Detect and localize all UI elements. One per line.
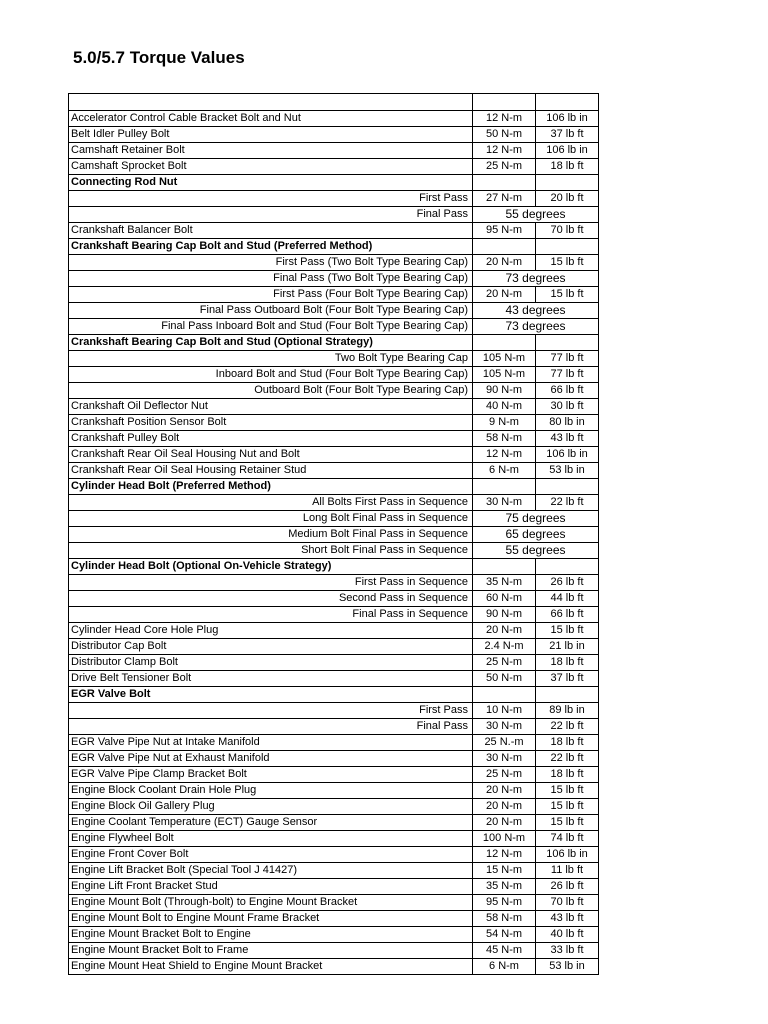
torque-nm	[472, 687, 535, 702]
torque-lb: 106 lb in	[535, 143, 598, 158]
page-title: 5.0/5.7 Torque Values	[73, 48, 245, 67]
section-heading-row	[69, 334, 598, 350]
fastener-name: Long Bolt Final Pass in Sequence	[302, 512, 468, 524]
section-heading: Cylinder Head Bolt (Preferred Method)	[71, 480, 271, 492]
fastener-name: Engine Block Oil Gallery Plug	[71, 800, 215, 812]
fastener-name: Distributor Clamp Bolt	[71, 656, 178, 668]
fastener-name: Camshaft Retainer Bolt	[71, 144, 185, 156]
torque-nm: 12 N-m	[472, 111, 535, 126]
fastener-name: Second Pass in Sequence	[338, 592, 468, 604]
torque-lb: 22 lb ft	[535, 719, 598, 734]
fastener-name: Crankshaft Rear Oil Seal Housing Retainer Stud	[71, 464, 307, 476]
fastener-name: Belt Idler Pulley Bolt	[71, 128, 170, 140]
torque-nm: 10 N-m	[472, 703, 535, 718]
torque-lb: 74 lb ft	[535, 831, 598, 846]
torque-nm: 95 N-m	[472, 895, 535, 910]
fastener-name: Engine Lift Bracket Bolt (Special Tool J 41427)	[71, 864, 298, 876]
fastener-name: Engine Mount Heat Shield to Engine Mount Bracket	[71, 960, 323, 972]
table-row	[69, 254, 598, 270]
torque-lb: 18 lb ft	[535, 655, 598, 670]
fastener-name: Crankshaft Position Sensor Bolt	[71, 416, 227, 428]
fastener-name: All Bolts First Pass in Sequence	[312, 496, 468, 508]
torque-nm: 25 N.-m	[472, 735, 535, 750]
header-cell-name	[69, 94, 472, 110]
torque-lb	[535, 479, 598, 494]
torque-lb: 53 lb in	[535, 959, 598, 974]
table-row	[69, 126, 598, 142]
table-row	[69, 750, 598, 766]
section-heading: Crankshaft Bearing Cap Bolt and Stud (Optional Strategy)	[71, 336, 373, 348]
torque-lb: 33 lb ft	[535, 943, 598, 958]
torque-nm	[472, 239, 535, 254]
torque-lb: 43 lb ft	[535, 431, 598, 446]
table-row	[69, 190, 598, 206]
fastener-name: EGR Valve Pipe Clamp Bracket Bolt	[71, 768, 247, 780]
torque-nm: 2.4 N-m	[472, 639, 535, 654]
fastener-name: First Pass	[419, 704, 468, 716]
table-row	[69, 606, 598, 622]
torque-nm: 58 N-m	[472, 911, 535, 926]
torque-lb: 37 lb ft	[535, 671, 598, 686]
torque-nm: 6 N-m	[472, 463, 535, 478]
fastener-name: Engine Flywheel Bolt	[71, 832, 174, 844]
fastener-name: Short Bolt Final Pass in Sequence	[301, 544, 468, 556]
table-row	[69, 958, 598, 974]
table-row	[69, 526, 598, 542]
fastener-name: Engine Coolant Temperature (ECT) Gauge Sensor	[71, 816, 318, 828]
table-row	[69, 590, 598, 606]
torque-nm: 25 N-m	[472, 767, 535, 782]
torque-lb: 15 lb ft	[535, 783, 598, 798]
torque-lb	[535, 687, 598, 702]
torque-nm: 50 N-m	[472, 127, 535, 142]
torque-lb: 44 lb ft	[535, 591, 598, 606]
torque-nm: 105 N-m	[472, 367, 535, 382]
fastener-name: Camshaft Sprocket Bolt	[71, 160, 187, 172]
fastener-name: EGR Valve Pipe Nut at Intake Manifold	[71, 736, 260, 748]
torque-angle: 73 degrees	[472, 319, 598, 334]
table-row	[69, 430, 598, 446]
table-row	[69, 942, 598, 958]
fastener-name: Drive Belt Tensioner Bolt	[71, 672, 192, 684]
torque-lb	[535, 175, 598, 190]
torque-nm: 30 N-m	[472, 751, 535, 766]
torque-lb: 106 lb in	[535, 447, 598, 462]
table-row	[69, 574, 598, 590]
table-row	[69, 718, 598, 734]
torque-lb: 80 lb in	[535, 415, 598, 430]
table-row	[69, 830, 598, 846]
torque-lb	[535, 559, 598, 574]
torque-lb: 77 lb ft	[535, 367, 598, 382]
torque-angle: 65 degrees	[472, 527, 598, 542]
table-row	[69, 446, 598, 462]
table-row	[69, 494, 598, 510]
torque-nm	[472, 335, 535, 350]
table-row	[69, 414, 598, 430]
table-row	[69, 734, 598, 750]
torque-lb: 66 lb ft	[535, 383, 598, 398]
torque-nm: 12 N-m	[472, 447, 535, 462]
torque-nm: 20 N-m	[472, 255, 535, 270]
torque-nm: 20 N-m	[472, 287, 535, 302]
torque-lb: 22 lb ft	[535, 495, 598, 510]
table-row	[69, 926, 598, 942]
table-header-row	[69, 94, 598, 110]
fastener-name: Engine Mount Bracket Bolt to Frame	[71, 944, 249, 956]
table-row	[69, 222, 598, 238]
fastener-name: Distributor Cap Bolt	[71, 640, 167, 652]
torque-lb: 15 lb ft	[535, 815, 598, 830]
fastener-name: Cylinder Head Core Hole Plug	[71, 624, 219, 636]
fastener-name: First Pass in Sequence	[354, 576, 468, 588]
torque-nm: 20 N-m	[472, 783, 535, 798]
torque-table	[68, 93, 599, 975]
section-heading-row	[69, 558, 598, 574]
torque-nm: 30 N-m	[472, 495, 535, 510]
torque-nm	[472, 175, 535, 190]
torque-lb: 89 lb in	[535, 703, 598, 718]
table-row	[69, 782, 598, 798]
fastener-name: Crankshaft Pulley Bolt	[71, 432, 180, 444]
torque-lb: 22 lb ft	[535, 751, 598, 766]
torque-nm: 9 N-m	[472, 415, 535, 430]
table-row	[69, 142, 598, 158]
fastener-name: Engine Mount Bracket Bolt to Engine	[71, 928, 251, 940]
fastener-name: Inboard Bolt and Stud (Four Bolt Type Bearing Cap)	[215, 368, 468, 380]
fastener-name: Engine Lift Front Bracket Stud	[71, 880, 218, 892]
torque-lb: 37 lb ft	[535, 127, 598, 142]
torque-lb: 15 lb ft	[535, 287, 598, 302]
fastener-name: Final Pass (Two Bolt Type Bearing Cap)	[273, 272, 468, 284]
torque-lb: 53 lb in	[535, 463, 598, 478]
fastener-name: Crankshaft Rear Oil Seal Housing Nut and Bolt	[71, 448, 300, 460]
torque-nm: 12 N-m	[472, 143, 535, 158]
torque-lb: 18 lb ft	[535, 159, 598, 174]
torque-lb: 77 lb ft	[535, 351, 598, 366]
table-row	[69, 318, 598, 334]
torque-lb: 106 lb in	[535, 847, 598, 862]
section-heading: Cylinder Head Bolt (Optional On-Vehicle Strategy)	[71, 560, 332, 572]
section-heading-row	[69, 686, 598, 702]
torque-lb: 43 lb ft	[535, 911, 598, 926]
table-row	[69, 622, 598, 638]
table-row	[69, 798, 598, 814]
header-cell-lb	[535, 94, 598, 110]
torque-angle: 73 degrees	[472, 271, 598, 286]
table-row	[69, 766, 598, 782]
header-cell-nm	[472, 94, 535, 110]
torque-nm: 27 N-m	[472, 191, 535, 206]
torque-nm: 45 N-m	[472, 943, 535, 958]
table-row	[69, 350, 598, 366]
section-heading-row	[69, 238, 598, 254]
fastener-name: Engine Mount Bolt to Engine Mount Frame Bracket	[71, 912, 320, 924]
torque-nm: 105 N-m	[472, 351, 535, 366]
torque-lb: 40 lb ft	[535, 927, 598, 942]
torque-nm: 15 N-m	[472, 863, 535, 878]
table-row	[69, 110, 598, 126]
section-heading-row	[69, 478, 598, 494]
table-row	[69, 910, 598, 926]
torque-nm: 90 N-m	[472, 383, 535, 398]
fastener-name: Final Pass Outboard Bolt (Four Bolt Type Bearing Cap)	[199, 304, 468, 316]
table-row	[69, 510, 598, 526]
torque-lb	[535, 239, 598, 254]
torque-nm: 58 N-m	[472, 431, 535, 446]
fastener-name: Engine Mount Bolt (Through-bolt) to Engine Mount Bracket	[71, 896, 358, 908]
fastener-name: First Pass (Four Bolt Type Bearing Cap)	[273, 288, 468, 300]
torque-nm: 25 N-m	[472, 655, 535, 670]
section-heading: EGR Valve Bolt	[71, 688, 151, 700]
torque-lb: 30 lb ft	[535, 399, 598, 414]
table-row	[69, 462, 598, 478]
torque-lb: 20 lb ft	[535, 191, 598, 206]
torque-nm: 20 N-m	[472, 815, 535, 830]
table-row	[69, 366, 598, 382]
torque-nm: 60 N-m	[472, 591, 535, 606]
table-row	[69, 206, 598, 222]
fastener-name: Crankshaft Balancer Bolt	[71, 224, 193, 236]
table-row	[69, 654, 598, 670]
torque-lb: 18 lb ft	[535, 735, 598, 750]
fastener-name: Engine Block Coolant Drain Hole Plug	[71, 784, 257, 796]
table-row	[69, 398, 598, 414]
torque-nm: 35 N-m	[472, 575, 535, 590]
torque-lb	[535, 335, 598, 350]
torque-lb: 21 lb in	[535, 639, 598, 654]
fastener-name: Crankshaft Oil Deflector Nut	[71, 400, 208, 412]
torque-lb: 106 lb in	[535, 111, 598, 126]
torque-lb: 66 lb ft	[535, 607, 598, 622]
torque-nm: 95 N-m	[472, 223, 535, 238]
torque-lb: 26 lb ft	[535, 575, 598, 590]
fastener-name: Final Pass	[416, 208, 468, 220]
fastener-name: Final Pass in Sequence	[352, 608, 468, 620]
torque-lb: 70 lb ft	[535, 223, 598, 238]
torque-nm: 20 N-m	[472, 623, 535, 638]
torque-nm: 40 N-m	[472, 399, 535, 414]
torque-angle: 43 degrees	[472, 303, 598, 318]
table-row	[69, 542, 598, 558]
section-heading: Crankshaft Bearing Cap Bolt and Stud (Preferred Method)	[71, 240, 373, 252]
torque-nm: 54 N-m	[472, 927, 535, 942]
fastener-name: Outboard Bolt (Four Bolt Type Bearing Cap)	[254, 384, 468, 396]
fastener-name: Final Pass Inboard Bolt and Stud (Four Bolt Type Bearing Cap)	[161, 320, 468, 332]
torque-nm: 25 N-m	[472, 159, 535, 174]
table-row	[69, 670, 598, 686]
torque-nm	[472, 559, 535, 574]
table-row	[69, 894, 598, 910]
fastener-name: Engine Front Cover Bolt	[71, 848, 189, 860]
table-row	[69, 302, 598, 318]
torque-nm: 6 N-m	[472, 959, 535, 974]
table-row	[69, 158, 598, 174]
section-heading-row	[69, 174, 598, 190]
fastener-name: Accelerator Control Cable Bracket Bolt and Nut	[71, 112, 301, 124]
table-row	[69, 846, 598, 862]
torque-nm: 20 N-m	[472, 799, 535, 814]
table-row	[69, 286, 598, 302]
torque-lb: 26 lb ft	[535, 879, 598, 894]
fastener-name: First Pass	[419, 192, 468, 204]
torque-lb: 11 lb ft	[535, 863, 598, 878]
section-heading: Connecting Rod Nut	[71, 176, 178, 188]
fastener-name: First Pass (Two Bolt Type Bearing Cap)	[275, 256, 468, 268]
table-row	[69, 862, 598, 878]
table-row	[69, 814, 598, 830]
torque-lb: 18 lb ft	[535, 767, 598, 782]
torque-nm: 30 N-m	[472, 719, 535, 734]
torque-angle: 55 degrees	[472, 207, 598, 222]
table-row	[69, 878, 598, 894]
torque-nm: 100 N-m	[472, 831, 535, 846]
table-row	[69, 270, 598, 286]
table-row	[69, 382, 598, 398]
torque-angle: 75 degrees	[472, 511, 598, 526]
torque-lb: 15 lb ft	[535, 799, 598, 814]
fastener-name: Medium Bolt Final Pass in Sequence	[288, 528, 468, 540]
torque-lb: 15 lb ft	[535, 255, 598, 270]
table-row	[69, 702, 598, 718]
torque-angle: 55 degrees	[472, 543, 598, 558]
torque-nm: 35 N-m	[472, 879, 535, 894]
fastener-name: Final Pass	[416, 720, 468, 732]
torque-lb: 70 lb ft	[535, 895, 598, 910]
torque-nm	[472, 479, 535, 494]
fastener-name: Two Bolt Type Bearing Cap	[334, 352, 468, 364]
table-row	[69, 638, 598, 654]
torque-nm: 90 N-m	[472, 607, 535, 622]
torque-nm: 12 N-m	[472, 847, 535, 862]
fastener-name: EGR Valve Pipe Nut at Exhaust Manifold	[71, 752, 270, 764]
torque-nm: 50 N-m	[472, 671, 535, 686]
torque-lb: 15 lb ft	[535, 623, 598, 638]
